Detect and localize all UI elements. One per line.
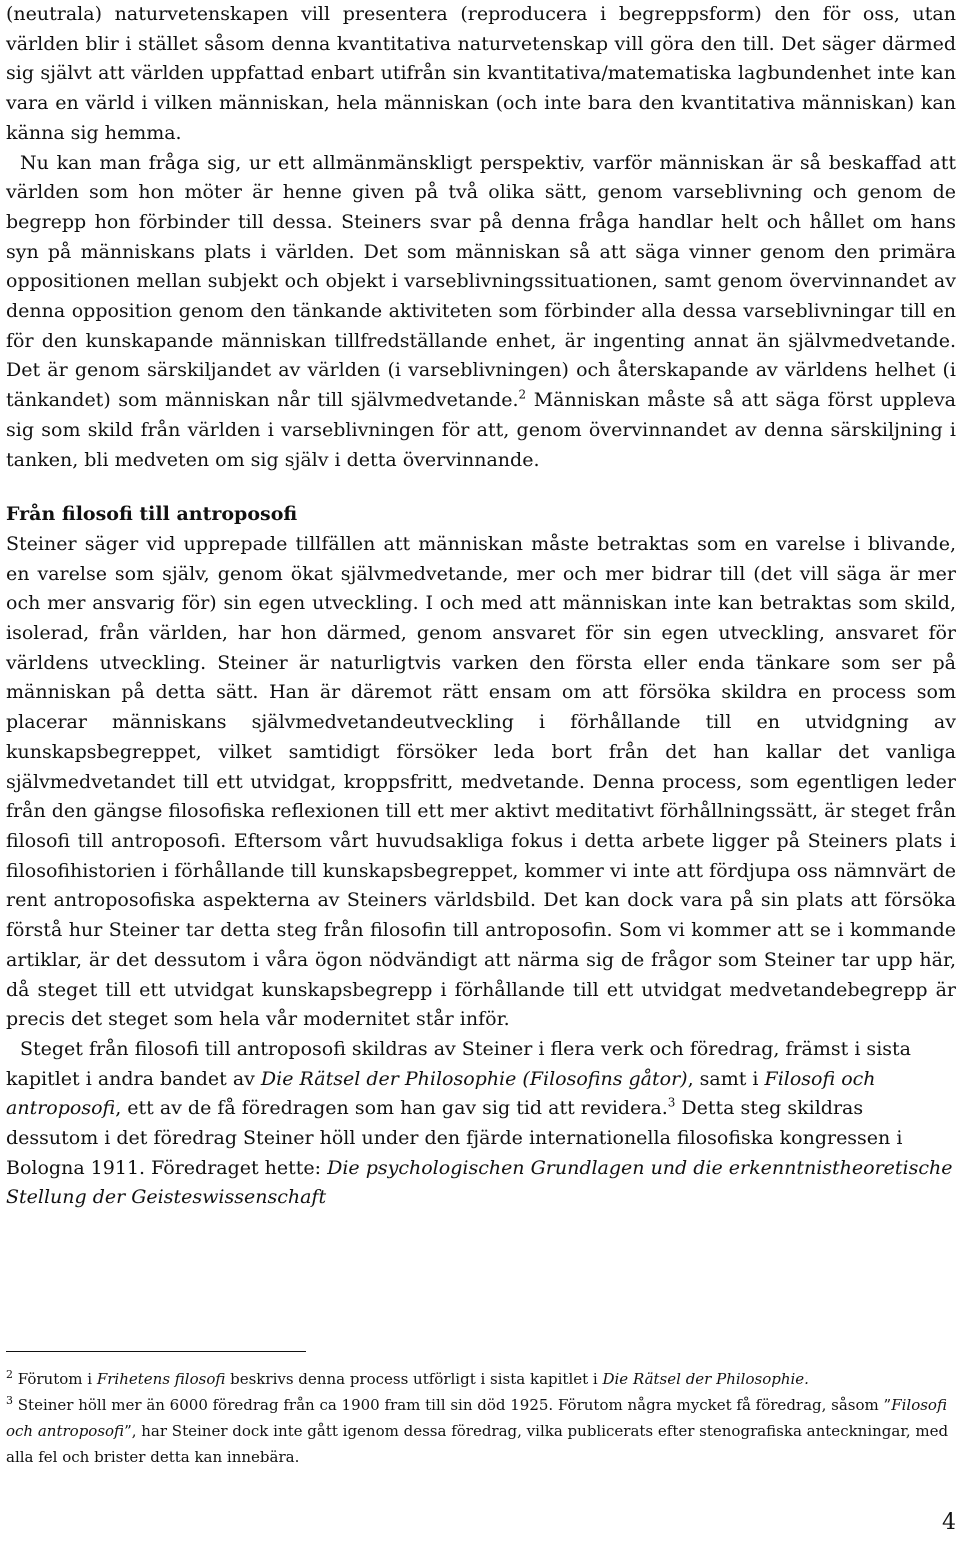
footnote-2-title-2: Die Rätsel der Philosophie. — [602, 1370, 809, 1388]
paragraph-2-tail: Människan måste så att säga först uppleva sig som skild från världen i varseblivningen för att, genom övervinnandet av denna särskiljning i tanken, bli medveten om sig själv i detta övervinnande. — [6, 389, 956, 471]
footnote-2 — [6, 1366, 956, 1392]
paragraph-4-text-b: , samt i — [687, 1067, 765, 1090]
paragraph-4 — [6, 1035, 956, 1213]
section-heading: Från filosofi till antroposofi — [6, 503, 298, 526]
footnote-3-title: Filosofi och antroposofi — [6, 1396, 947, 1440]
footnote-divider — [6, 1351, 306, 1352]
paragraph-1: (neutrala) naturvetenskapen vill presentera (reproducera i begreppsform) den för oss, utan världen blir i stället såsom denna kvantitativa naturvetenskap vill göra den till. Det säger därmed sig självt att världen uppfattad enbart utifrån sin kvantitativa/matematiska lagbundenhet inte kan vara en värld i vilken människan, hela människan (och inte bara den kvantitativa människan) kan känna sig hemma. — [6, 3, 956, 144]
paragraph-4-text-c: , ett av de få föredragen som han gav sig tid att revidera. — [115, 1097, 668, 1120]
footnote-2-number: 2 — [6, 1368, 13, 1381]
work-title-bologna-lecture: Die psychologischen Grundlagen und die erkenntnistheoretische Stellung der Geisteswissenschaft — [6, 1156, 953, 1209]
footnote-3-text-a: Steiner höll mer än 6000 föredrag från ca 1900 fram till sin död 1925. Förutom några mycket få föredrag, såsom ” — [13, 1396, 892, 1414]
page-number: 4 — [942, 1510, 956, 1535]
footnote-2-title-1: Frihetens filosofi — [96, 1370, 226, 1388]
paragraph-2 — [6, 149, 956, 476]
document-page — [6, 0, 956, 1213]
paragraph-4-text-d: Detta steg skildras dessutom i det föredrag Steiner höll under den fjärde internationella filosofiska kongressen i Bologna 1911. Föredraget hette: — [6, 1097, 903, 1179]
footnote-3-number: 3 — [6, 1394, 13, 1407]
footnote-2-text-a: Förutom i — [13, 1370, 97, 1388]
footnote-ref-3[interactable]: 3 — [667, 1095, 676, 1110]
footnote-3 — [6, 1392, 956, 1470]
footnotes — [6, 1366, 956, 1470]
footnote-ref-2[interactable]: 2 — [518, 387, 527, 402]
work-title-ratsel: Die Rätsel der Philosophie (Filosofins gåtor) — [260, 1067, 688, 1090]
paragraph-4-text-a: Steget från filosofi till antroposofi skildras av Steiner i flera verk och föredrag, främst i sista kapitlet i andra bandet av — [6, 1037, 911, 1090]
footnote-2-text-b: beskrivs denna process utförligt i sista kapitlet i — [225, 1370, 603, 1388]
paragraph-3: Steiner säger vid upprepade tillfällen att människan måste betraktas som en varelse i blivande, en varelse som själv, genom ökat självmedvetande, mer och mer bidrar till (det vill säga är mer och mer ansvarig för) sin egen utveckling. I och med att människan inte kan betraktas som skild, isolerad, från världen, har hon därmed, genom ansvaret för sin egen utveckling, ansvaret för världens utveckling. Steiner är naturligtvis varken den första eller enda tänkare som ser på människan på detta sätt. Han är däremot rätt ensam om att försöka skildra en process som placerar människans självmedvetandeutveckling i förhållande till en utvidgning av kunskapsbegreppet, vilket samtidigt försöker leda bort från det han kallar det vanliga självmedvetandet till ett utvidgat, kroppsfritt, medvetande. Denna process, som egentligen leder från den gängse filosofiska reflexionen till ett mer aktivt meditativt förhållningssätt, är steget från filosofi till antroposofi. Eftersom vårt huvudsakliga fokus i detta arbete ligger på Steiners plats i filosofihistorien i förhållande till kunskapsbegreppet, kommer vi inte att fördjupa oss nämnvärt de rent antroposofiska aspekterna av Steiners världsbild. Det kan dock vara på sin plats att försöka förstå hur Steiner tar detta steg från filosofin till antroposofin. Som vi kommer att se i kommande artiklar, är det dessutom i våra ögon nödvändigt att närma sig de frågor som Steiner tar upp här, då steget till ett utvidgat kunskapsbegrepp i förhållande till ett utvidgat medvetandebegrepp är precis det steget som hela vår modernitet står inför. — [6, 532, 956, 1031]
work-title-filosofi-antroposofi: Filosofi och antroposofi — [6, 1067, 876, 1120]
footnote-3-text-b: ”, har Steiner dock inte gått igenom dessa föredrag, vilka publicerats efter stenografiska anteckningar, med alla fel och brister detta kan innebära. — [6, 1422, 949, 1466]
paragraph-2-text: Nu kan man fråga sig, ur ett allmänmänskligt perspektiv, varför människan är så beskaffad att världen som hon möter är henne given på två olika sätt, genom varseblivning och genom de begrepp hon förbinder till dessa. Steiners svar på denna fråga handlar helt och hållet om hans syn på människans plats i världen. Det som människan så att säga vinner genom den primära oppositionen mellan subjekt och objekt i varseblivningssituationen, samt genom övervinnandet av denna opposition genom den tänkande aktiviteten som förbinder alla dessa varseblivningar till en för den kunskapande människan tillfredställande enhet, är ingenting annat än självmedvetande. Det är genom särskiljandet av världen (i varseblivningen) och återskapande av världens helhet (i tänkandet) som människan når till självmedvetande. — [6, 151, 956, 412]
